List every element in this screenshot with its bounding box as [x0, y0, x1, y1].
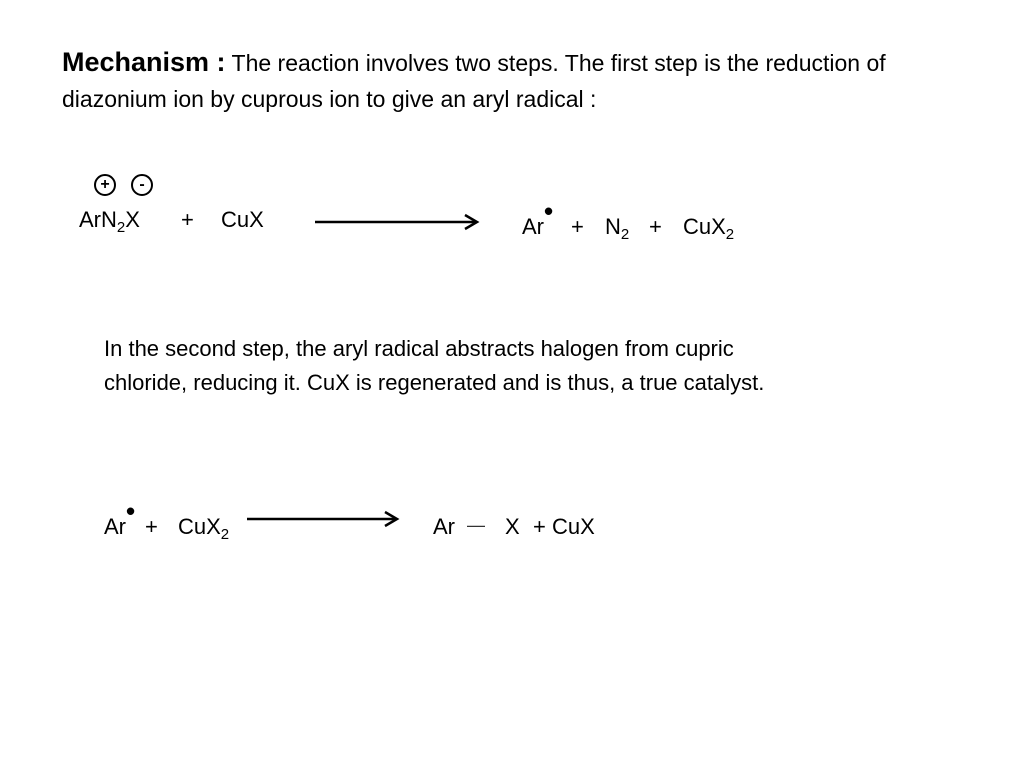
reaction1-product-nitrogen [605, 214, 630, 243]
reaction2-plus-2: + [533, 514, 546, 539]
product-cux: CuX [683, 214, 726, 239]
reaction2-plus-1: + [145, 514, 158, 539]
product-n-subscript: 2 [620, 226, 630, 243]
reaction1-reactant-diazonium [79, 207, 140, 236]
reactant2-cux-subscript: 2 [220, 526, 230, 543]
reaction2-bond: — [467, 515, 485, 535]
radical-dot-icon: • [126, 496, 136, 526]
reactant2-cux: CuX [178, 514, 221, 539]
product-ar: Ar [522, 214, 544, 239]
radical-dot-icon: • [544, 196, 554, 226]
product-n: N [605, 214, 621, 239]
reaction1-plus-2: + [571, 214, 584, 239]
product-cux-subscript: 2 [725, 226, 735, 243]
positive-charge-symbol: + [100, 176, 110, 193]
positive-charge-icon [94, 174, 116, 196]
reactant-x: X [125, 207, 140, 232]
reaction1-product-aryl-radical [522, 196, 554, 240]
negative-charge-icon [131, 174, 153, 196]
mechanism-title: Mechanism : [62, 47, 226, 77]
reaction2-arrow-icon [247, 509, 407, 529]
intro-text: The reaction involves two steps. The first step is the reduction of diazonium ion by cuprous ion to give an aryl radical : [62, 50, 886, 112]
reactant-arn: ArN [79, 207, 117, 232]
intro-paragraph [62, 44, 992, 117]
negative-charge-symbol: - [139, 176, 145, 193]
reaction1-arrow-icon [315, 212, 485, 232]
reactant-arn-subscript: 2 [116, 219, 126, 236]
reaction2-product-x: X [505, 514, 520, 539]
reaction2-product-ar: Ar [433, 514, 455, 539]
reactant2-ar: Ar [104, 514, 126, 539]
reaction2-reactant-aryl-radical [104, 496, 136, 540]
reaction1-plus-1: + [181, 207, 194, 232]
reaction2-product-cux: CuX [552, 514, 595, 539]
second-step-paragraph: In the second step, the aryl radical abstracts halogen from cupric chloride, reducing it. CuX is regenerated and is thus, a true catalyst. [104, 336, 765, 395]
reaction1-reactant-cux: CuX [221, 207, 264, 232]
reaction1-plus-3: + [649, 214, 662, 239]
reaction1-product-cux2 [683, 214, 735, 243]
reaction2-reactant-cux2 [178, 514, 230, 543]
